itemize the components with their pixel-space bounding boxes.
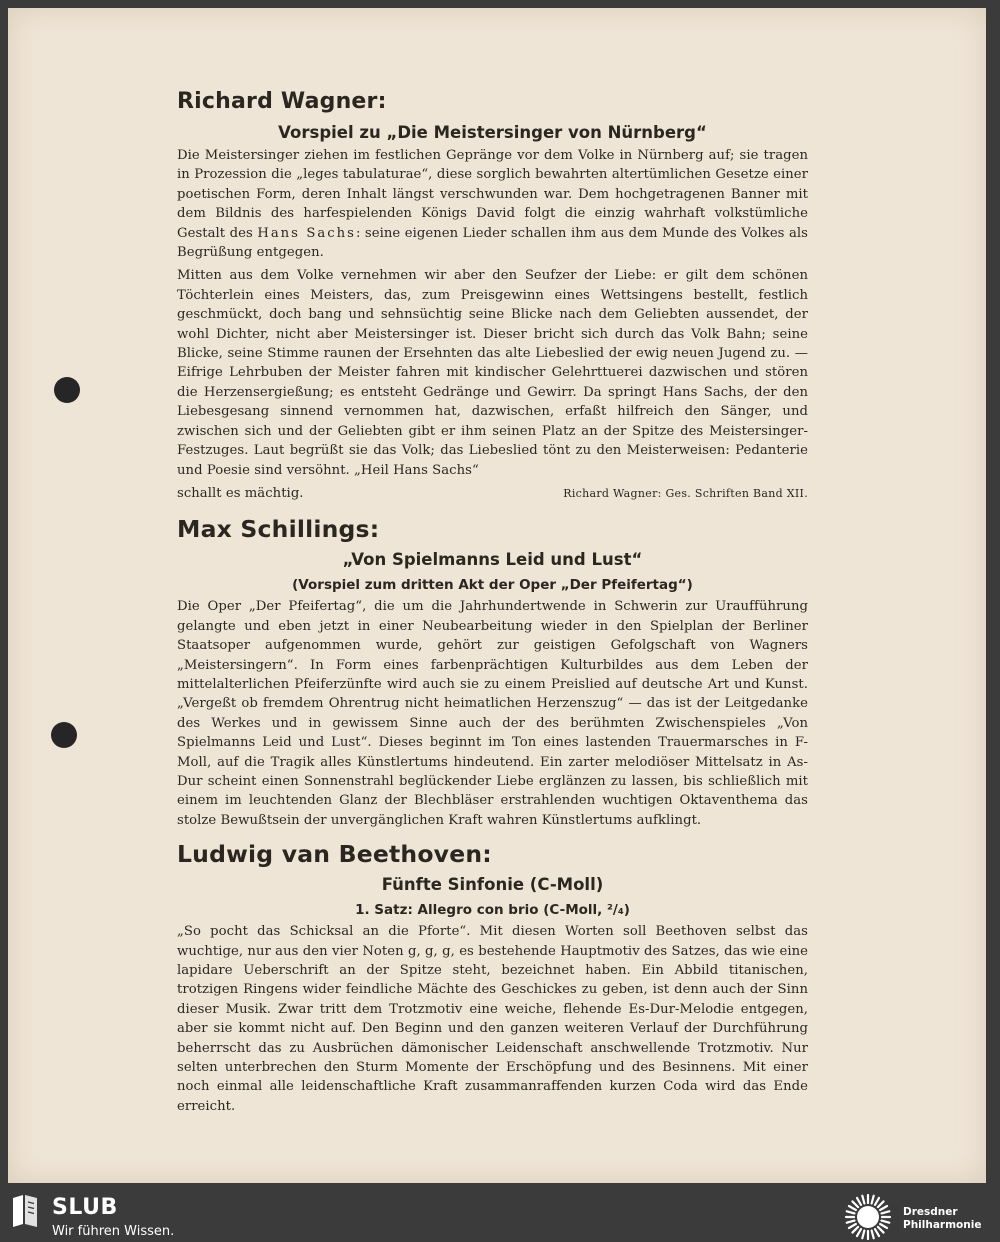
work-title: „Von Spielmanns Leid und Lust“ bbox=[342, 550, 643, 570]
partner-name-line1: Dresdner bbox=[903, 1206, 958, 1218]
section-schillings bbox=[177, 511, 808, 830]
paragraph bbox=[177, 146, 808, 262]
section-wagner bbox=[177, 84, 808, 503]
partner-name-line2: Philharmonie bbox=[903, 1219, 982, 1231]
slub-slogan: Wir führen Wissen. bbox=[52, 1224, 175, 1239]
program-notes bbox=[177, 84, 808, 1116]
punch-hole-lower bbox=[51, 722, 77, 748]
spaced-name: Hans Sachs bbox=[257, 225, 356, 241]
source-citation: Richard Wagner: Ges. Schriften Band XII. bbox=[563, 486, 808, 500]
partner-logo-text[interactable] bbox=[903, 1206, 981, 1232]
composer-heading: Max Schillings: bbox=[177, 515, 380, 544]
footer-bar bbox=[0, 1190, 1000, 1242]
paragraph-text: : seine eigenen Lieder schallen ihm aus dem Munde des Volkes als Begrüßung entgegen. bbox=[177, 225, 808, 261]
composer-heading: Richard Wagner: bbox=[177, 89, 387, 114]
philharmonie-sun-icon bbox=[840, 1192, 896, 1242]
slub-logo-text[interactable]: SLUB bbox=[52, 1195, 118, 1220]
slub-book-icon bbox=[10, 1194, 40, 1228]
paragraph-last-line bbox=[177, 484, 808, 503]
paragraph-text: Die Meistersinger ziehen im festlichen Gepränge vor dem Volke in Nürnberg auf; sie tragen in Prozession die „leges tabulaturae“, diese sorglich bewahrten altertümlichen Gesetze einer poetischen Form, deren Inhalt längst verschwunden war. Dem hochgetragenen Banner mit dem Bildnis des harfespielenden Königs David folgt die einzig wahrhaft volkstümliche Gestalt des bbox=[177, 148, 808, 241]
work-title: Vorspiel zu „Die Meistersinger von Nürnberg“ bbox=[278, 123, 707, 142]
section-beethoven bbox=[177, 836, 808, 1116]
work-subtitle: (Vorspiel zum dritten Akt der Oper „Der Pfeifertag“) bbox=[292, 577, 693, 594]
composer-heading: Ludwig van Beethoven: bbox=[177, 840, 492, 869]
paragraph-text: schallt es mächtig. bbox=[177, 485, 304, 501]
punch-hole-upper bbox=[54, 377, 80, 403]
work-subtitle: 1. Satz: Allegro con brio (C-Moll, ²/₄) bbox=[355, 902, 630, 919]
paragraph: Mitten aus dem Volke vernehmen wir aber den Seufzer der Liebe: er gilt dem schönen Töchterlein eines Meisters, das, zum Preisgewinn eines Wettsingens bestellt, festlich geschmückt, doch bang und sehnsüchtig seine Blicke nach dem Geliebten aussendet, der wohl Dichter, nicht aber Meistersinger ist. Dieser bricht sich durch das Volk Bahn; seine Blicke, seine Stimme raunen der Ersehnten das alte Liebeslied der ewig neuen Jugend zu. — Eifrige Lehrbuben der Meister fahren mit kindischer Gelehrttuerei dazwischen und stören die Herzensergießung; es entsteht Gedränge und Gewirr. Da springt Hans Sachs, der den Liebesgesang sinnend vernommen hat, dazwischen, erfaßt hilfreich den Sänger, und zwischen sich und der Geliebten gibt er ihm seinen Platz an der Spitze des Meistersinger-Festzuges. Laut begrüßt sie das Volk; das Liebeslied tönt zu den Meisterweisen: Pedanterie und Poesie sind versöhnt. „Heil Hans Sachs“ bbox=[177, 268, 808, 478]
paragraph: „So pocht das Schicksal an die Pforte“. Mit diesen Worten soll Beethoven selbst das wuchtige, nur aus den vier Noten g, g, g, es bestehende Hauptmotiv des Satzes, das wie eine lapidare Ueberschrift an der Spitze steht, bezeichnet haben. Ein Abbild titanischen, trotzigen Ringens wider feindliche Mächte des Geschickes zu geben, ist denn auch der Sinn dieser Musik. Zwar tritt dem Trotzmotiv eine weiche, flehende Es-Dur-Melodie entgegen, aber sie kommt nicht auf. Den Beginn und den ganzen weiteren Verlauf der Durchführung beherrscht das zu Ausbrüchen dämonischer Leidenschaft anschwellende Trotzmotiv. Nur selten unterbrechen den Sturm Momente der Erschöpfung und des Besinnens. Mit einer noch einmal alle leidenschaftliche Kraft zusammanraffenden kurzen Coda wird das Ende erreicht. bbox=[177, 924, 808, 1114]
paragraph: Die Oper „Der Pfeifertag“, die um die Jahrhundertwende in Schwerin zur Uraufführung gelangte und eben jetzt in einer Neubearbeitung wieder in den Spielplan der Berliner Staatsoper aufgenommen wurde, gehört zur geistigen Gefolgschaft von Wagners „Meistersingern“. In Form eines farbenprächtigen Kulturbildes aus dem Leben der mittelalterlichen Pfeiferzünfte wird auch sie zu einem Preislied auf deutsche Art und Kunst. „Vergeßt ob fremdem Ohrentrug nicht heimatlichen Herzenszug“ — das ist der Leitgedanke des Werkes und in gewissem Sinne auch der des berühmten Zwischenspieles „Von Spielmanns Leid und Lust“. Dieses beginnt im Ton eines lastenden Trauermarsches in F-Moll, auf die Tragik alles Künstlertums hindeutend. Ein zarter melodiöser Mittelsatz in As-Dur scheint einen Sonnenstrahl beglückender Liebe erglänzen zu lassen, bis schließlich mit einem im leuchtenden Glanz der Blechbläser erstrahlenden wuchtigen Oktaventhema das stolze Bewußtsein der unvergänglichen Kraft wahren Künstlertums aufklingt. bbox=[177, 599, 808, 828]
work-title: Fünfte Sinfonie (C-Moll) bbox=[381, 875, 604, 895]
